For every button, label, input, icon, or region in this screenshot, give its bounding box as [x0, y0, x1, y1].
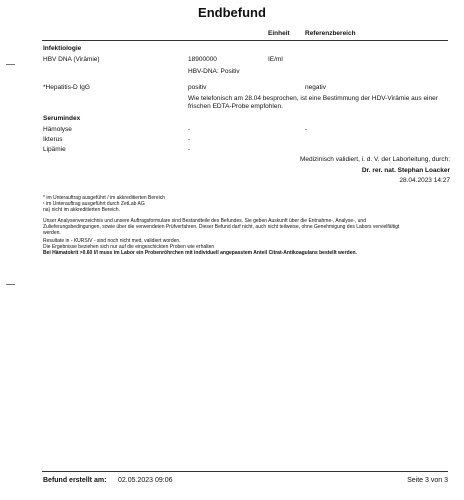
serumindex-name: Lipämie	[43, 146, 66, 153]
disclaimer-samples: Die Ergebnisse beziehen sich nur auf die eingeschickten Proben wie erhalten	[43, 244, 215, 250]
page-number: Seite 3 von 3	[407, 477, 448, 484]
footnote-zetlab: ¹ im Unterauftrag ausgeführt durch ZetLab AG	[43, 201, 145, 207]
test-name-hbv-dna: HBV DNA (Virämie)	[43, 56, 100, 63]
test-interpretation-hbv-dna: HBV-DNA: Positiv	[188, 68, 240, 75]
validating-doctor: Dr. rer. nat. Stephan Loacker	[361, 167, 450, 174]
test-unit-hbv-dna: IE/ml	[268, 56, 283, 63]
footnote-accredited: * im Unterauftrag ausgeführt / im akkreditierten Bereich	[43, 195, 165, 201]
footnote-not-accredited: na) nicht im akkreditierten Bereich.	[43, 207, 120, 213]
disclaimer-haematokrit: Bei Hämatokrit >0.60 l/l muss im Labor ein Probenröhrchen mit individuell angepasstem Anteil Citrat-Antikoagulans bestellt werden.	[43, 250, 357, 256]
comment-hepatitis-d: Wie telefonisch am 28.04 besprochen, ist eine Bestimmung der HDV-Virämie aus einer frischen EDTA-Probe empfohlen.	[188, 95, 438, 110]
created-date: 02.05.2023 09:06	[118, 477, 173, 484]
column-header-unit: Einheit	[268, 30, 290, 37]
serumindex-name: Hämolyse	[43, 126, 72, 133]
disclaimer-line: Zulieferungsbedingungen, sowie über die verwendeten Prüfverfahren. Dieser Befund darf nicht, auch nicht teilweise, ohne Genehmigung des Labors vervielfältigt	[43, 224, 400, 230]
disclaimer-line: Unser Analysenverzeichnis und unsere Auftragsformulare sind Bestandteile des Befundes. Sie geben Auskunft über die Entnahme-, Analyse-, und	[43, 218, 366, 224]
disclaimer-kursiv: Resultate in - KURSIV - sind noch nicht med. validiert worden.	[43, 238, 181, 244]
validation-statement: Medizinisch validiert, i. d. V. der Laborleitung, durch:	[299, 156, 450, 163]
serumindex-name: Ikterus	[43, 136, 63, 143]
column-header-reference: Referenzbereich	[305, 30, 356, 37]
page-title: Endbefund	[198, 5, 266, 20]
validation-datetime: 28.04.2023 14:27	[399, 177, 450, 184]
section-heading-infektiologie: Infektiologie	[43, 45, 82, 52]
section-heading-serumindex: Serumindex	[43, 115, 81, 122]
created-label: Befund erstellt am:	[43, 477, 107, 484]
test-value-hepatitis-d: positiv	[188, 84, 207, 91]
test-reference-hepatitis-d: negativ	[305, 84, 326, 91]
serumindex-value: -	[188, 136, 191, 143]
margin-fold-mark	[6, 64, 15, 65]
disclaimer-line: werden.	[43, 230, 61, 236]
test-name-hepatitis-d: *Hepatitis-D IgG	[43, 84, 90, 91]
margin-fold-mark	[6, 284, 15, 285]
header-rule	[42, 40, 448, 41]
serumindex-value: -	[188, 126, 191, 133]
test-value-hbv-dna: 18900000	[188, 56, 217, 63]
footer-rule	[42, 471, 448, 472]
serumindex-value: -	[188, 146, 191, 153]
serumindex-reference: -	[305, 126, 308, 133]
